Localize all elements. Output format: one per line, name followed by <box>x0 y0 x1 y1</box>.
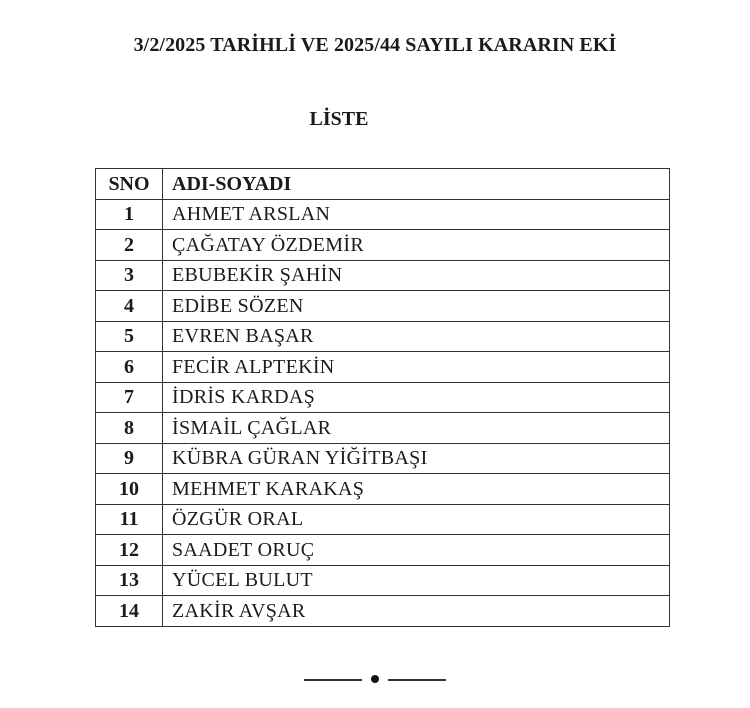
row-name: EVREN BAŞAR <box>163 321 670 352</box>
table-row <box>96 291 670 322</box>
table-row <box>96 596 670 627</box>
row-name: İDRİS KARDAŞ <box>163 382 670 413</box>
row-name: ZAKİR AVŞAR <box>163 596 670 627</box>
table-row <box>96 443 670 474</box>
table-row <box>96 260 670 291</box>
end-of-document-mark <box>304 672 448 684</box>
row-name: İSMAİL ÇAĞLAR <box>163 413 670 444</box>
row-sno: 1 <box>96 199 163 230</box>
row-name: MEHMET KARAKAŞ <box>163 474 670 505</box>
row-name: AHMET ARSLAN <box>163 199 670 230</box>
table-row <box>96 230 670 261</box>
row-sno: 14 <box>96 596 163 627</box>
document-title: 3/2/2025 TARİHLİ VE 2025/44 SAYILI KARARIN EKİ <box>133 34 617 56</box>
row-sno: 4 <box>96 291 163 322</box>
row-name: YÜCEL BULUT <box>163 565 670 596</box>
row-sno: 3 <box>96 260 163 291</box>
table-header-row <box>96 169 670 200</box>
table-row <box>96 352 670 383</box>
table-row <box>96 413 670 444</box>
bullet-dot-icon <box>371 675 379 683</box>
table-row <box>96 474 670 505</box>
row-name: EBUBEKİR ŞAHİN <box>163 260 670 291</box>
row-name: KÜBRA GÜRAN YİĞİTBAŞI <box>163 443 670 474</box>
row-sno: 11 <box>96 504 163 535</box>
row-sno: 2 <box>96 230 163 261</box>
table-row <box>96 504 670 535</box>
table-row <box>96 535 670 566</box>
divider-line-right <box>388 679 446 681</box>
divider-line-left <box>304 679 362 681</box>
row-sno: 12 <box>96 535 163 566</box>
table-row <box>96 382 670 413</box>
list-heading: LİSTE <box>309 108 369 130</box>
row-name: FECİR ALPTEKİN <box>163 352 670 383</box>
row-sno: 13 <box>96 565 163 596</box>
row-sno: 10 <box>96 474 163 505</box>
row-sno: 5 <box>96 321 163 352</box>
column-header-name: ADI-SOYADI <box>163 169 670 200</box>
table-row <box>96 199 670 230</box>
row-name: ÇAĞATAY ÖZDEMİR <box>163 230 670 261</box>
row-name: SAADET ORUÇ <box>163 535 670 566</box>
column-header-sno: SNO <box>96 169 163 200</box>
row-sno: 7 <box>96 382 163 413</box>
table-row <box>96 321 670 352</box>
row-sno: 6 <box>96 352 163 383</box>
row-sno: 8 <box>96 413 163 444</box>
names-table <box>95 168 670 627</box>
row-name: ÖZGÜR ORAL <box>163 504 670 535</box>
row-name: EDİBE SÖZEN <box>163 291 670 322</box>
row-sno: 9 <box>96 443 163 474</box>
table-row <box>96 565 670 596</box>
